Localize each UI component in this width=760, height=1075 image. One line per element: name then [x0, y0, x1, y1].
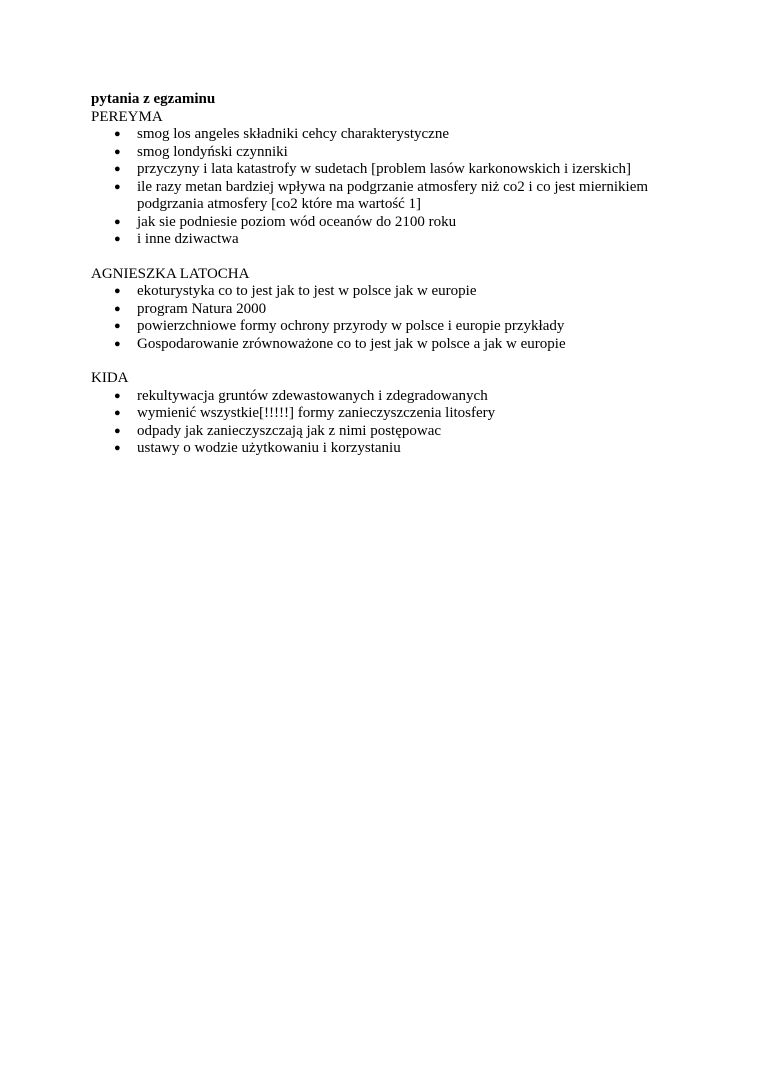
bullet-icon: ● [114, 407, 121, 419]
bullet-icon: ● [114, 389, 121, 402]
list-item [114, 283, 691, 301]
section-heading: AGNIESZKA LATOCHA [91, 265, 250, 282]
list-item [114, 405, 691, 423]
bullet-icon: ● [114, 180, 121, 193]
bullet-icon: ● [114, 320, 121, 332]
list-item [114, 335, 691, 354]
list-item-text: program Natura 2000 [137, 300, 267, 317]
bullet-icon: ● [114, 302, 121, 315]
bullet-icon: ● [114, 215, 121, 228]
list-item [114, 387, 691, 406]
bullet-icon: ● [114, 285, 121, 297]
list-item [114, 440, 691, 458]
list-item [114, 422, 691, 441]
bullet-icon: ● [114, 424, 121, 437]
list-item [114, 213, 691, 232]
bullet-icon: ● [114, 128, 121, 140]
section-heading: PEREYMA [91, 108, 163, 125]
bullet-icon: ● [114, 442, 121, 454]
list-item-text: jak sie podniesie poziom wód oceanów do 2100 roku [137, 213, 457, 230]
list-item-text: i inne dziwactwa [137, 231, 239, 247]
list-item [114, 318, 691, 336]
list-item-text: powierzchniowe formy ochrony przyrody w polsce i europie przykłady [137, 318, 565, 334]
list-item-text: smog los angeles składniki cehcy charakterystyczne [137, 126, 449, 142]
list-item-text: przyczyny i lata katastrofy w sudetach [problem lasów karkonowskich i izerskich] [137, 161, 632, 177]
question-list [91, 283, 691, 353]
list-item [114, 126, 691, 144]
list-item-text: ustawy o wodzie użytkowaniu i korzystaniu [137, 440, 401, 456]
list-item-text: ekoturystyka co to jest jak to jest w polsce jak w europie [137, 283, 477, 299]
section-kida [91, 370, 691, 458]
list-item-text: smog londyński czynniki [137, 143, 288, 160]
section-pereyma [91, 109, 691, 249]
list-item [114, 178, 691, 214]
list-item [114, 300, 691, 319]
question-list [91, 126, 691, 249]
bullet-icon: ● [114, 233, 121, 245]
list-item-text: wymienić wszystkie[!!!!!] formy zanieczyszczenia litosfery [137, 405, 496, 421]
list-item-text: ile razy metan bardziej wpływa na podgrzanie atmosfery niż co2 i co jest miernikiem podgrzania atmosfery [co2 które ma wartość 1] [137, 178, 649, 212]
document-title: pytania z egzaminu [91, 91, 216, 107]
list-item [114, 161, 691, 179]
list-item [114, 143, 691, 162]
list-item-text: Gospodarowanie zrównoważone co to jest jak w polsce a jak w europie [137, 335, 566, 352]
section-heading: KIDA [91, 370, 129, 386]
question-list [91, 388, 691, 458]
section-agnieszka-latocha [91, 266, 691, 354]
list-item-text: rekultywacja gruntów zdewastowanych i zdegradowanych [137, 387, 488, 404]
bullet-icon: ● [114, 337, 121, 350]
bullet-icon: ● [114, 163, 121, 175]
list-item [114, 231, 691, 249]
bullet-icon: ● [114, 145, 121, 158]
list-item-text: odpady jak zanieczyszczają jak z nimi postępowac [137, 422, 442, 439]
document-page [91, 91, 691, 458]
